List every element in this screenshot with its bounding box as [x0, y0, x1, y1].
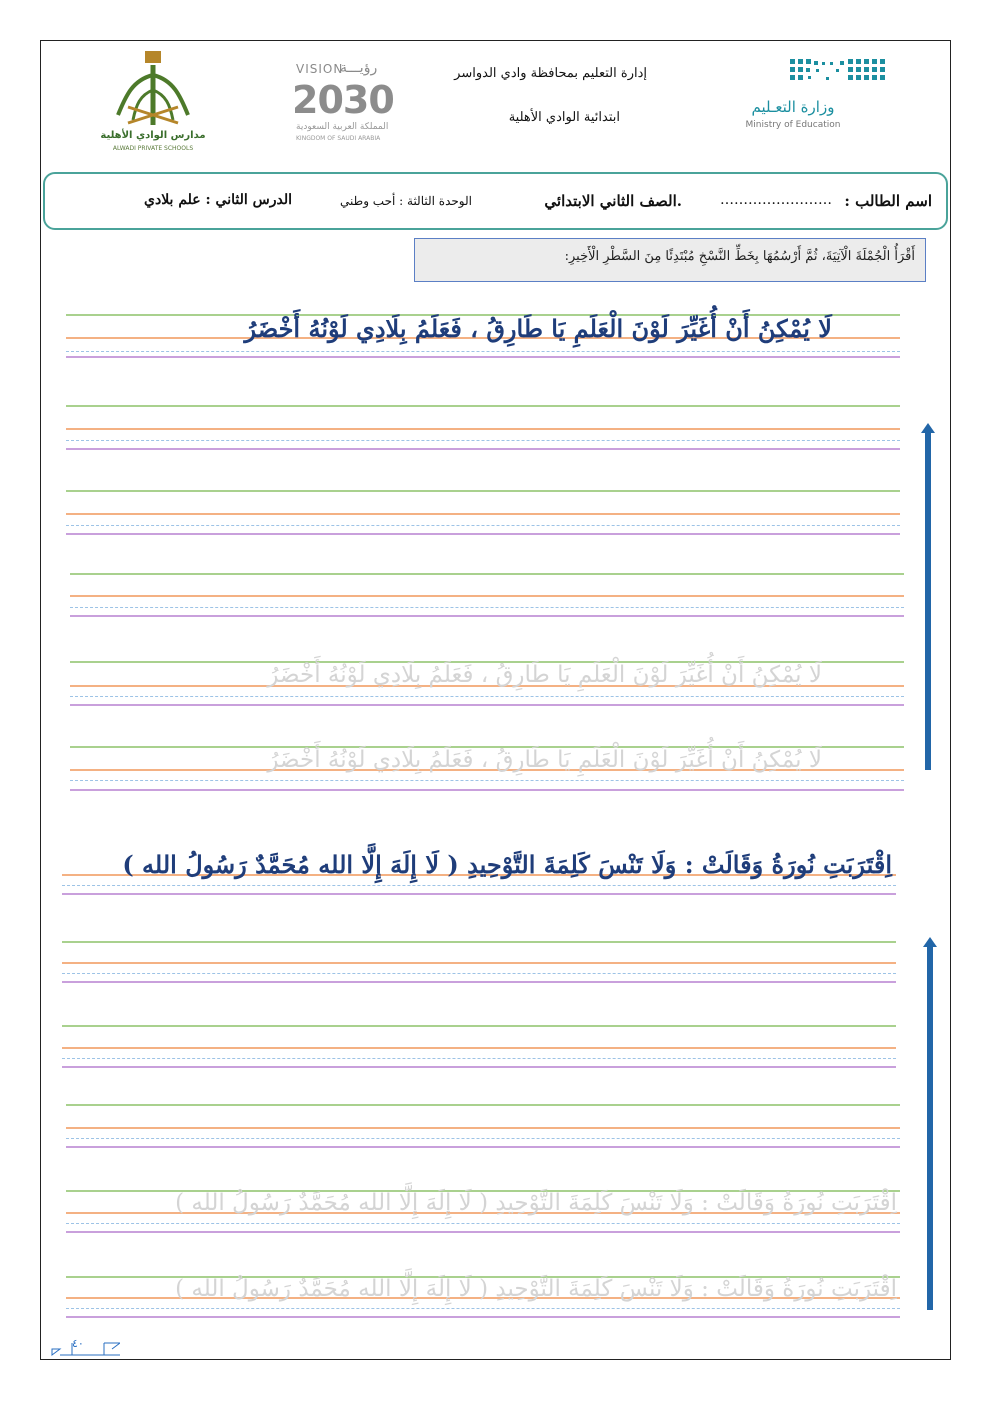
school-name: ابتدائية الوادي الأهلية [508, 110, 620, 125]
student-name-label: اسم الطالب : [844, 192, 932, 210]
page-number-frame [50, 1337, 120, 1359]
guide-line-green [62, 1025, 896, 1027]
guide-line-blue [70, 696, 904, 697]
guide-line-blue [62, 885, 896, 886]
writing-direction-arrow [925, 432, 931, 770]
instruction-box [414, 238, 926, 282]
guide-line-purple [66, 1316, 900, 1318]
guide-line-green [66, 490, 900, 492]
guide-line-purple [62, 893, 896, 895]
guide-line-purple [70, 704, 904, 706]
guide-line-blue [62, 973, 896, 974]
unit-label: الوحدة الثالثة : أحب وطني [340, 194, 472, 208]
guide-line-green [66, 1104, 900, 1106]
school-logo-name-en: ALWADI PRIVATE SCHOOLS [112, 145, 194, 152]
school-logo-name-ar: مدارس الوادي الأهلية [100, 130, 206, 141]
guide-line-blue [66, 440, 900, 441]
guide-line-purple [66, 1146, 900, 1148]
ministry-name-ar: وزارة التعـليم [751, 98, 835, 116]
guide-line-purple [70, 615, 904, 617]
guide-line-purple [66, 448, 900, 450]
model-sentence-2: اِقْتَرَبَتِ نُورَةُ وَقَالَتْ : وَلَا تَنْسَ كَلِمَةَ التَّوْحِيدِ ( لَا إِلَهَ إِلَّا الله مُحَمَّدٌ رَسُولُ الله ) [122, 850, 892, 879]
guide-line-purple [62, 981, 896, 983]
guide-line-orange [62, 1047, 896, 1049]
trace-sentence: اِقْتَرَبَتِ نُورَةُ وَقَالَتْ : وَلَا تَنْسَ كَلِمَةَ التَّوْحِيدِ ( لَا إِلَهَ إِلَّا الله مُحَمَّدٌ رَسُولُ الله ) [175, 1190, 897, 1216]
guide-line-orange [70, 595, 904, 597]
vision-year: 2030 [292, 78, 394, 122]
guide-line-orange [66, 513, 900, 515]
model-sentence-1: لَا يُمْكِنُ أَنْ أُغَيِّرَ لَوْنَ الْعَلَمِ يَا طَارِقُ ، فَعَلَمُ بِلَادِي لَوْنُهُ أَخْضَرُ [244, 314, 832, 343]
directorate-name: إدارة التعليم بمحافظة وادي الدواسر [454, 66, 647, 81]
guide-line-green [66, 405, 900, 407]
guide-line-blue [66, 1138, 900, 1139]
guide-line-green [70, 573, 904, 575]
guide-line-purple [62, 1066, 896, 1068]
trace-sentence: اِقْتَرَبَتِ نُورَةُ وَقَالَتْ : وَلَا تَنْسَ كَلِمَةَ التَّوْحِيدِ ( لَا إِلَهَ إِلَّا الله مُحَمَّدٌ رَسُولُ الله ) [175, 1276, 897, 1302]
student-name-dots[interactable]: …………………… [720, 192, 832, 208]
trace-sentence: لَا يُمْكِنُ أَنْ أُغَيِّرَ لَوْنَ الْعَلَمِ يَا طَارِقُ ، فَعَلَمُ بِلَادِي لَوْنُهُ أَخْضَرُ [267, 662, 822, 688]
kingdom-name-en: KINGDOM OF SAUDI ARABIA [296, 135, 381, 142]
guide-line-blue [66, 351, 900, 352]
arrow-head-icon [923, 937, 937, 947]
guide-line-blue [62, 1058, 896, 1059]
instruction-text: أَقْرَأُ الْجُمْلَةَ الْآتِيَةَ، ثُمَّ أَرْسُمُهَا بِخَطِّ النَّسْخِ مُبْتَدِئًا مِنَ السَّطْرِ الْأَخِيرِ: [564, 249, 915, 264]
guide-line-purple [66, 533, 900, 535]
guide-line-blue [66, 1223, 900, 1224]
guide-line-purple [66, 356, 900, 358]
guide-line-orange [62, 962, 896, 964]
guide-line-blue [70, 607, 904, 608]
guide-line-purple [70, 789, 904, 791]
guide-line-purple [66, 1231, 900, 1233]
writing-direction-arrow [927, 946, 933, 1310]
guide-line-blue [70, 780, 904, 781]
lesson-label: الدرس الثاني : علم بلادي [144, 192, 292, 208]
page-number: ٤٠ [72, 1337, 84, 1350]
guide-line-green [62, 941, 896, 943]
vision-label: VISION [296, 62, 344, 76]
guide-line-blue [66, 525, 900, 526]
vision-label-ar: رؤيـــة [340, 60, 378, 76]
kingdom-name-ar: المملكة العربية السعودية [296, 122, 389, 132]
grade-label: .الصف الثاني الابتدائي [544, 192, 682, 210]
ministry-name-en: Ministry of Education [745, 120, 841, 130]
guide-line-orange [66, 428, 900, 430]
guide-line-orange [66, 1127, 900, 1129]
guide-line-blue [66, 1308, 900, 1309]
trace-sentence: لَا يُمْكِنُ أَنْ أُغَيِّرَ لَوْنَ الْعَلَمِ يَا طَارِقُ ، فَعَلَمُ بِلَادِي لَوْنُهُ أَخْضَرُ [267, 747, 822, 773]
arrow-head-icon [921, 423, 935, 433]
